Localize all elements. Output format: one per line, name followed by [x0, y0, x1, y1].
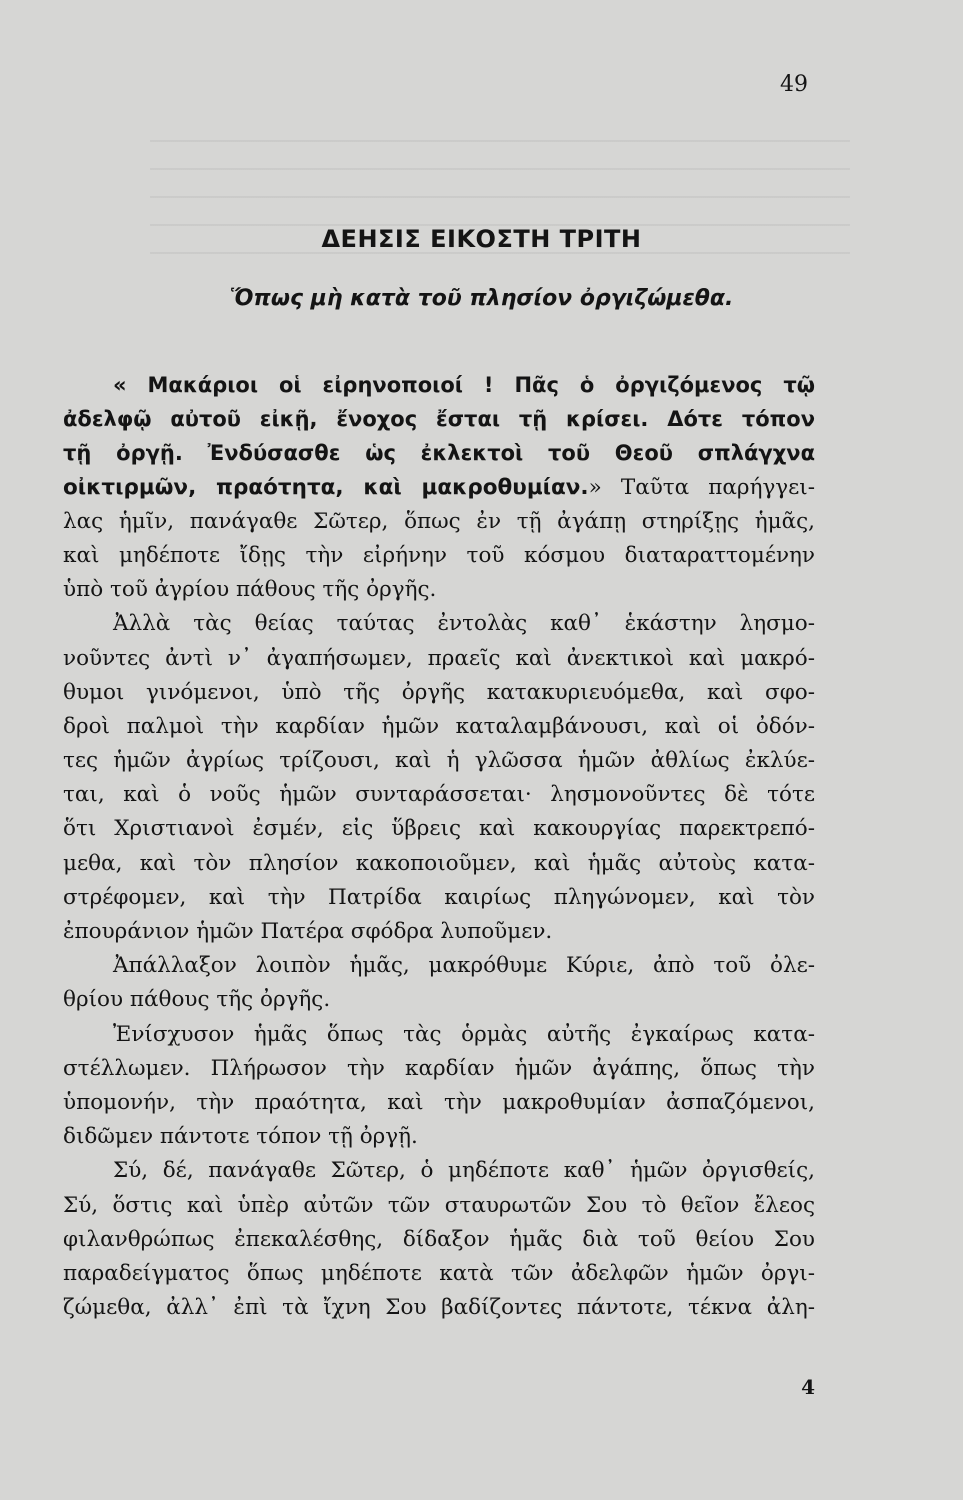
prayer-body: [63, 368, 815, 1325]
text-line-mixed: [63, 471, 815, 505]
text-line: παραδείγματος ὅπως μηδέποτε κατὰ τῶν ἀδελφῶν ἡμῶν ὀργι-: [63, 1260, 815, 1286]
text-line: διδῶμεν πάντοτε τόπον τῇ ὀργῇ.: [63, 1124, 418, 1150]
text-line: θυμοι γινόμενοι, ὑπὸ τῆς ὀργῆς κατακυριευόμεθα, καὶ σφο-: [63, 679, 815, 705]
text-line: Σύ, δέ, πανάγαθε Σῶτερ, ὁ μηδέποτε καθ᾿ ἡμῶν ὀργισθείς,: [113, 1158, 815, 1184]
text-line: Ἐνίσχυσον ἡμᾶς ὅπως τὰς ὁρμὰς αὐτῆς ἐγκαίρως κατα-: [113, 1021, 815, 1047]
text-line: νοῦντες ἀντὶ ν᾿ ἀγαπήσωμεν, πραεῖς καὶ ἀνεκτικοὶ καὶ μακρό-: [63, 645, 815, 671]
text-line: φιλανθρώπως ἐπεκαλέσθης, δίδαξον ἡμᾶς διὰ τοῦ θείου Σου: [63, 1226, 815, 1252]
text-line: ἐπουράνιον ἡμῶν Πατέρα σφόδρα λυποῦμεν.: [63, 919, 553, 944]
text-line: Ἀπάλλαξον λοιπὸν ἡμᾶς, μακρόθυμε Κύριε, ἀπὸ τοῦ ὀλε-: [113, 953, 815, 979]
text-line: ὑπὸ τοῦ ἀγρίου πάθους τῆς ὀργῆς.: [63, 577, 437, 603]
text-line: « Μακάριοι οἱ εἰρηνοποιοί ! Πᾶς ὁ ὀργιζόμενος τῷ: [113, 373, 815, 397]
text-line: στέλλωμεν. Πλήρωσον τὴν καρδίαν ἡμῶν ἀγάπης, ὅπως τὴν: [63, 1055, 815, 1081]
text-line: Σύ, ὅστις καὶ ὑπὲρ αὐτῶν τῶν σταυρωτῶν Σου τὸ θεῖον ἔλεος: [63, 1192, 815, 1218]
quoted-text-end: οἰκτιρμῶν, πραότητα, καὶ μακροθυμίαν.: [63, 474, 589, 500]
signature-mark: 4: [801, 1375, 815, 1399]
text-line: ὅτι Χριστιανοὶ ἐσμέν, εἰς ὕβρεις καὶ κακουργίας παρεκτρεπό-: [63, 816, 815, 842]
text-line: ὑπομονήν, τὴν πραότητα, καὶ τὴν μακροθυμίαν ἀσπαζόμενοι,: [63, 1089, 815, 1115]
text-line: ἀδελφῷ αὐτοῦ εἰκῇ, ἔνοχος ἔσται τῇ κρίσει. Δότε τόπον: [63, 407, 815, 432]
text-line: θρίου πάθους τῆς ὀργῆς.: [63, 987, 331, 1013]
text-line: δροὶ παλμοὶ τὴν καρδίαν ἡμῶν καταλαμβάνουσι, καὶ οἱ ὀδόν-: [63, 713, 815, 739]
text-line: λας ἡμῖν, πανάγαθε Σῶτερ, ὅπως ἐν τῇ ἀγάπῃ στηρίξῃς ἡμᾶς,: [63, 508, 815, 534]
text-line: ται, καὶ ὁ νοῦς ἡμῶν συνταράσσεται· λησμονοῦντες δὲ τότε: [63, 782, 815, 808]
page-number: 49: [780, 72, 808, 97]
text-line: ζώμεθα, ἀλλ᾿ ἐπὶ τὰ ἴχνη Σου βαδίζοντες πάντοτε, τέκνα ἀλη-: [63, 1295, 815, 1321]
text-line: τες ἡμῶν ἀγρίως τρίζουσι, καὶ ἡ γλῶσσα ἡμῶν ἀθλίως ἐκλύε-: [63, 748, 815, 774]
prayer-subtitle: Ὅπως μὴ κατὰ τοῦ πλησίον ὀργιζώμεθα.: [229, 286, 734, 311]
text-line: καὶ μηδέποτε ἴδῃς τὴν εἰρήνην τοῦ κόσμου διαταραττομένην: [63, 542, 815, 568]
text-continuation: » Ταῦτα παρήγγει-: [588, 474, 815, 500]
prayer-title: ΔΕΗΣΙΣ ΕΙΚΟΣΤΗ ΤΡΙΤΗ: [321, 225, 642, 253]
text-line: μεθα, καὶ τὸν πλησίον κακοποιοῦμεν, καὶ ἡμᾶς αὐτοὺς κατα-: [63, 850, 815, 876]
text-line: στρέφομεν, καὶ τὴν Πατρίδα καιρίως πληγώνομεν, καὶ τὸν: [63, 884, 815, 910]
text-line: τῇ ὀργῇ. Ἐνδύσασθε ὡς ἐκλεκτοὶ τοῦ Θεοῦ σπλάγχνα: [63, 441, 815, 466]
text-line: Ἀλλὰ τὰς θείας ταύτας ἐντολὰς καθ᾿ ἑκάστην λησμο-: [113, 611, 815, 637]
